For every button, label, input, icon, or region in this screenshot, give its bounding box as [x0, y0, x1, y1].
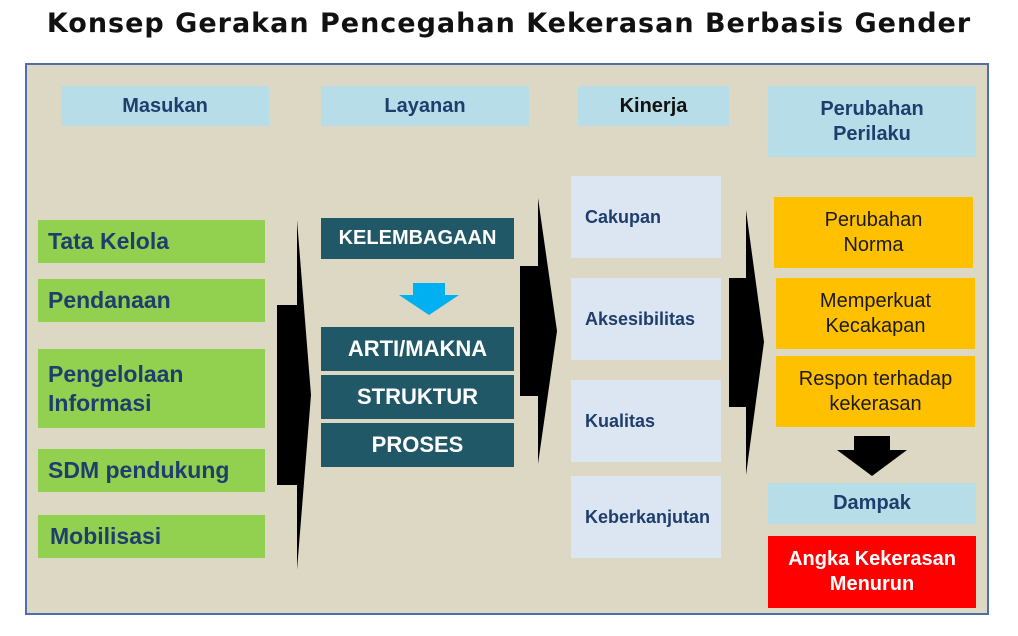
performance-cakupan: Cakupan — [571, 176, 721, 258]
service-kelembagaan: KELEMBAGAAN — [321, 218, 514, 259]
page-title: Konsep Gerakan Pencegahan Kekerasan Berbasis Gender — [46, 8, 972, 39]
header-layanan: Layanan — [321, 86, 529, 126]
input-pengelolaan-informasi: Pengelolaan Informasi — [38, 349, 265, 428]
performance-kualitas: Kualitas — [571, 380, 721, 462]
down-arrow-icon — [399, 283, 459, 315]
impact-dampak: Dampak — [768, 483, 976, 524]
header-perubahan-perilaku: Perubahan Perilaku — [768, 86, 976, 157]
behavior-respon-kekerasan: Respon terhadap kekerasan — [776, 356, 975, 427]
input-tata-kelola: Tata Kelola — [38, 220, 265, 263]
input-pendanaan: Pendanaan — [38, 279, 265, 322]
input-mobilisasi: Mobilisasi — [38, 515, 265, 558]
down-arrow-icon — [837, 436, 907, 476]
performance-keberkanjutan: Keberkanjutan — [571, 476, 721, 558]
service-arti-makna: ARTI/MAKNA — [321, 327, 514, 371]
header-masukan: Masukan — [61, 86, 269, 126]
chevron-right-arrow-icon — [520, 198, 557, 464]
input-sdm-pendukung: SDM pendukung — [38, 449, 265, 492]
service-struktur: STRUKTUR — [321, 375, 514, 419]
behavior-memperkuat-kecakapan: Memperkuat Kecakapan — [776, 278, 975, 349]
service-proses: PROSES — [321, 423, 514, 467]
impact-angka-kekerasan-menurun: Angka Kekerasan Menurun — [768, 536, 976, 608]
chevron-right-arrow-icon — [277, 220, 311, 570]
chevron-right-arrow-icon — [729, 210, 764, 475]
header-kinerja: Kinerja — [578, 86, 729, 126]
behavior-perubahan-norma: Perubahan Norma — [774, 197, 973, 268]
performance-aksesibilitas: Aksesibilitas — [571, 278, 721, 360]
